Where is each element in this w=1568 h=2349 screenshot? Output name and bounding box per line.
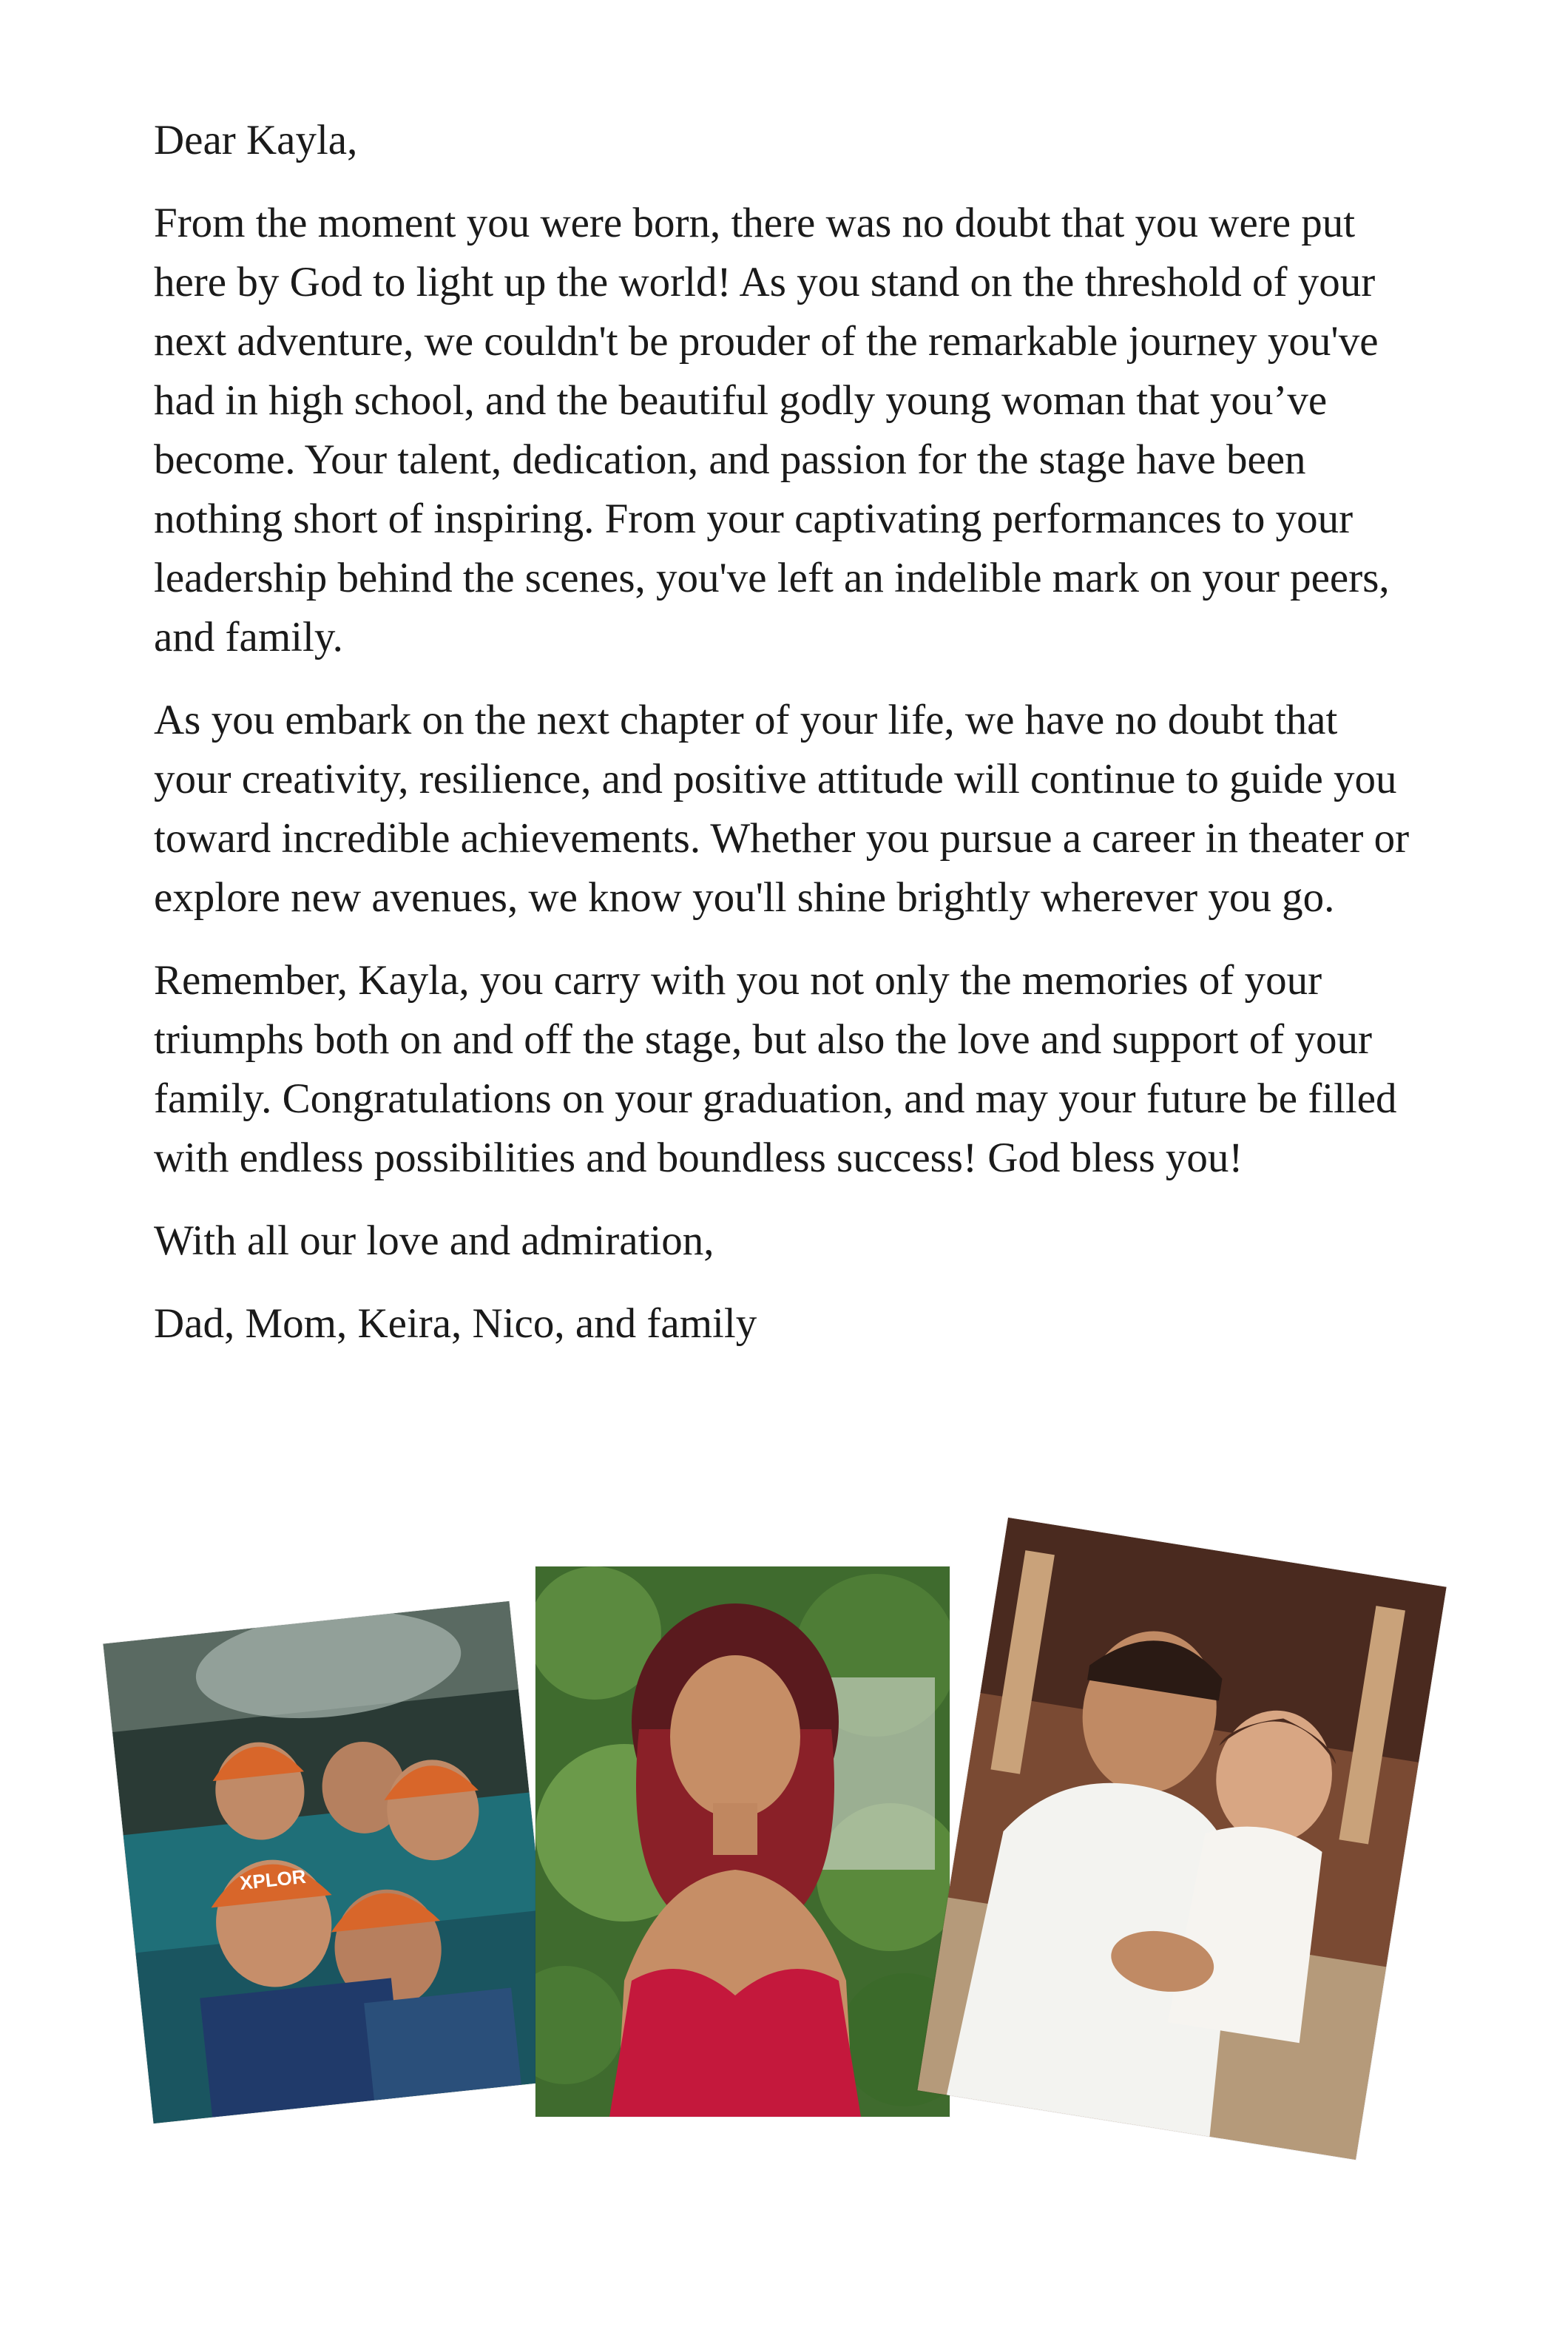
family-cave-photo bbox=[103, 1601, 559, 2123]
paragraph-2: As you embark on the next chapter of your life, we have no doubt that your creativity, resilience, and positive attitude will continue to guide you toward incredible achievements. Whether you pursue a career in theater or explore new avenues, we know you'll shine brightly wherever you go. bbox=[154, 697, 1410, 921]
paragraph-1: From the moment you were born, there was no doubt that you were put here by God to light up the world! As you stand on the threshold of your next adventure, we couldn't be prouder of the remarkable journey you've had in high school, and the beautiful godly young woman that you’ve become. Your talent, dedication, and passion for the stage have been nothing short of inspiring. From your captivating performances to your leadership behind the scenes, you've left an indelible mark on your peers, and family. bbox=[154, 200, 1390, 660]
helmet-label: XPLOR bbox=[238, 1865, 307, 1895]
father-daughter-illustration bbox=[917, 1518, 1446, 2160]
family-cave-illustration bbox=[103, 1601, 559, 2123]
greeting: Dear Kayla, bbox=[154, 117, 358, 163]
graduate-portrait-photo bbox=[535, 1566, 950, 2117]
signature: Dad, Mom, Keira, Nico, and family bbox=[154, 1300, 757, 1347]
closing: With all our love and admiration, bbox=[154, 1217, 714, 1264]
letter bbox=[154, 111, 1411, 1377]
father-daughter-photo bbox=[917, 1518, 1446, 2160]
paragraph-3: Remember, Kayla, you carry with you not only the memories of your triumphs both on and off the stage, but also the love and support of your family. Congratulations on your graduation, and may your future be filled with endless possibilities and boundless success! God bless you! bbox=[154, 957, 1397, 1181]
graduate-illustration bbox=[535, 1566, 950, 2117]
